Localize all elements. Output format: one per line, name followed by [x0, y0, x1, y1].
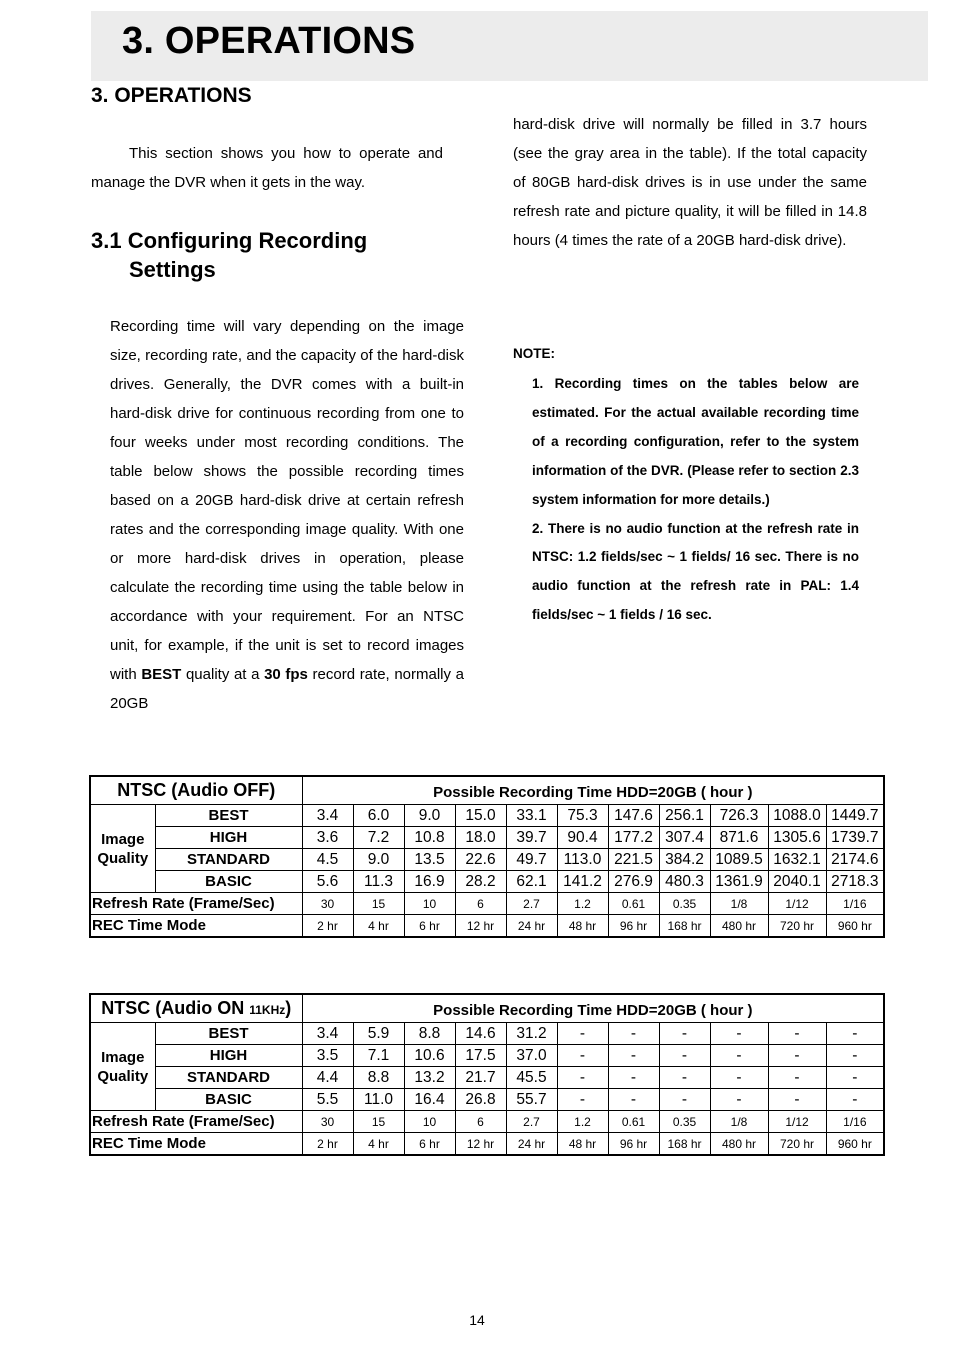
intro-paragraph: This section shows you how to operate and manage the DVR when it gets in the way.: [91, 145, 443, 191]
recording-time-cell: -: [557, 1067, 608, 1089]
rec-time-mode-cell: 96 hr: [608, 915, 659, 938]
refresh-rate-row: [90, 1111, 884, 1133]
rec-time-mode-cell: 48 hr: [557, 1133, 608, 1156]
refresh-rate-cell: 1.2: [557, 893, 608, 915]
recording-time-cell: -: [826, 1067, 884, 1089]
rec-time-mode-cell: 4 hr: [353, 915, 404, 938]
recording-paragraph: [110, 312, 464, 718]
recording-time-cell: 6.0: [353, 805, 404, 827]
recording-time-cell: 1449.7: [826, 805, 884, 827]
table-header-row: [90, 776, 884, 805]
refresh-rate-cell: 1/16: [826, 1111, 884, 1133]
paragraph-bold-fps: 30 fps: [264, 666, 308, 683]
recording-time-cell: 37.0: [506, 1045, 557, 1067]
recording-time-cell: -: [710, 1045, 768, 1067]
recording-time-cell: -: [826, 1089, 884, 1111]
recording-time-cell: 3.4: [302, 1023, 353, 1045]
recording-time-cell: 49.7: [506, 849, 557, 871]
recording-time-cell: 15.0: [455, 805, 506, 827]
recording-time-cell: 1088.0: [768, 805, 826, 827]
recording-time-cell: 1305.6: [768, 827, 826, 849]
recording-time-cell: -: [710, 1089, 768, 1111]
recording-time-cell: -: [557, 1023, 608, 1045]
recording-time-cell: -: [659, 1023, 710, 1045]
recording-time-cell: 7.2: [353, 827, 404, 849]
recording-time-cell: 4.4: [302, 1067, 353, 1089]
rec-time-mode-cell: 2 hr: [302, 1133, 353, 1156]
quality-label: HIGH: [155, 827, 302, 849]
recording-time-cell: 147.6: [608, 805, 659, 827]
refresh-rate-cell: 1/8: [710, 1111, 768, 1133]
recording-time-cell: 45.5: [506, 1067, 557, 1089]
rec-time-mode-row: [90, 1133, 884, 1156]
quality-label: BEST: [155, 1023, 302, 1045]
refresh-rate-cell: 0.61: [608, 1111, 659, 1133]
recording-time-cell: 726.3: [710, 805, 768, 827]
recording-time-cell: 11.0: [353, 1089, 404, 1111]
recording-time-cell: 7.1: [353, 1045, 404, 1067]
recording-time-cell: -: [608, 1023, 659, 1045]
table-row: [90, 1067, 884, 1089]
recording-time-cell: 18.0: [455, 827, 506, 849]
recording-time-cell: -: [710, 1023, 768, 1045]
recording-time-cell: -: [768, 1089, 826, 1111]
recording-time-cell: 4.5: [302, 849, 353, 871]
recording-time-cell: -: [608, 1045, 659, 1067]
refresh-rate-cell: 6: [455, 893, 506, 915]
table-title-khz: 11KHz: [249, 1003, 286, 1017]
refresh-rate-cell: 1/12: [768, 893, 826, 915]
refresh-rate-cell: 1/8: [710, 893, 768, 915]
page-header-title: 3. OPERATIONS: [122, 20, 416, 62]
recording-time-cell: -: [659, 1045, 710, 1067]
refresh-rate-row: [90, 893, 884, 915]
recording-time-cell: 1089.5: [710, 849, 768, 871]
refresh-rate-cell: 0.35: [659, 893, 710, 915]
note-label: NOTE:: [513, 346, 555, 361]
recording-time-cell: 141.2: [557, 871, 608, 893]
table-header: Possible Recording Time HDD=20GB ( hour ): [302, 776, 884, 805]
table-row: [90, 805, 884, 827]
recording-time-cell: 62.1: [506, 871, 557, 893]
recording-time-cell: 113.0: [557, 849, 608, 871]
rec-time-mode-cell: 6 hr: [404, 1133, 455, 1156]
rec-time-mode-cell: 48 hr: [557, 915, 608, 938]
recording-time-cell: 17.5: [455, 1045, 506, 1067]
recording-time-cell: 31.2: [506, 1023, 557, 1045]
recording-time-cell: -: [768, 1067, 826, 1089]
rec-time-mode-cell: 2 hr: [302, 915, 353, 938]
image-quality-label: Image Quality: [90, 805, 155, 893]
refresh-rate-cell: 2.7: [506, 893, 557, 915]
recording-time-cell: 1361.9: [710, 871, 768, 893]
quality-label: STANDARD: [155, 1067, 302, 1089]
recording-time-cell: 10.6: [404, 1045, 455, 1067]
rec-time-mode-label: REC Time Mode: [90, 1133, 302, 1156]
rec-time-mode-cell: 6 hr: [404, 915, 455, 938]
rec-time-mode-cell: 168 hr: [659, 915, 710, 938]
recording-time-cell: 39.7: [506, 827, 557, 849]
table-title-main: NTSC (Audio ON: [101, 998, 250, 1018]
refresh-rate-cell: 1/12: [768, 1111, 826, 1133]
recording-time-cell: -: [826, 1045, 884, 1067]
recording-time-cell: 10.8: [404, 827, 455, 849]
recording-time-cell: 22.6: [455, 849, 506, 871]
recording-time-cell: 2040.1: [768, 871, 826, 893]
refresh-rate-cell: 2.7: [506, 1111, 557, 1133]
rec-time-mode-cell: 12 hr: [455, 1133, 506, 1156]
recording-time-cell: 14.6: [455, 1023, 506, 1045]
recording-time-cell: 9.0: [404, 805, 455, 827]
table-row: [90, 1089, 884, 1111]
refresh-rate-cell: 0.35: [659, 1111, 710, 1133]
recording-time-cell: -: [710, 1067, 768, 1089]
note-list: [532, 370, 859, 630]
recording-time-cell: 256.1: [659, 805, 710, 827]
paragraph-text-2: quality at a: [181, 666, 265, 683]
recording-time-cell: 480.3: [659, 871, 710, 893]
rec-time-mode-label: REC Time Mode: [90, 915, 302, 938]
recording-time-cell: 5.6: [302, 871, 353, 893]
recording-time-cell: 384.2: [659, 849, 710, 871]
recording-paragraph-continued: hard-disk drive will normally be filled in 3.7 hours (see the gray area in the table). If the total capacity of 80GB hard-disk drives is in use under the same refresh rate and picture quality, it will be filled in 14.8 hours (4 times the rate of a 20GB hard-disk drive).: [513, 116, 867, 249]
quality-label: HIGH: [155, 1045, 302, 1067]
subsection-title: [91, 226, 367, 284]
recording-time-cell: -: [659, 1089, 710, 1111]
recording-time-cell: 8.8: [353, 1067, 404, 1089]
recording-time-cell: 26.8: [455, 1089, 506, 1111]
recording-time-cell: 5.9: [353, 1023, 404, 1045]
table-header-row: [90, 994, 884, 1023]
rec-time-mode-cell: 168 hr: [659, 1133, 710, 1156]
recording-time-cell: -: [608, 1067, 659, 1089]
recording-time-cell: 13.2: [404, 1067, 455, 1089]
table-row: [90, 871, 884, 893]
recording-time-cell: 1632.1: [768, 849, 826, 871]
recording-time-cell: 9.0: [353, 849, 404, 871]
recording-time-cell: 5.5: [302, 1089, 353, 1111]
note-item-1: 1. Recording times on the tables below are estimated. For the actual available recording time of a recording configuration, refer to the system information of the DVR. (Please refer to section 2.3 system information for more details.): [532, 376, 859, 507]
recording-time-cell: 3.5: [302, 1045, 353, 1067]
recording-time-cell: 2174.6: [826, 849, 884, 871]
recording-time-cell: 16.4: [404, 1089, 455, 1111]
recording-time-cell: 21.7: [455, 1067, 506, 1089]
recording-time-cell: 307.4: [659, 827, 710, 849]
refresh-rate-label: Refresh Rate (Frame/Sec): [90, 1111, 302, 1133]
table-row: [90, 849, 884, 871]
recording-time-cell: 2718.3: [826, 871, 884, 893]
recording-time-cell: -: [557, 1089, 608, 1111]
rec-time-mode-cell: 720 hr: [768, 1133, 826, 1156]
recording-time-cell: 28.2: [455, 871, 506, 893]
table-row: [90, 1045, 884, 1067]
refresh-rate-cell: 10: [404, 1111, 455, 1133]
recording-time-cell: 11.3: [353, 871, 404, 893]
recording-time-cell: 177.2: [608, 827, 659, 849]
paragraph-text-3: record rate, normally a 20GB: [110, 666, 464, 712]
rec-time-mode-cell: 12 hr: [455, 915, 506, 938]
recording-time-cell: -: [608, 1089, 659, 1111]
refresh-rate-cell: 10: [404, 893, 455, 915]
table-title-end: ): [285, 998, 292, 1018]
refresh-rate-cell: 30: [302, 893, 353, 915]
recording-time-cell: -: [768, 1045, 826, 1067]
refresh-rate-label: Refresh Rate (Frame/Sec): [90, 893, 302, 915]
recording-time-cell: 16.9: [404, 871, 455, 893]
rec-time-mode-cell: 24 hr: [506, 915, 557, 938]
refresh-rate-cell: 30: [302, 1111, 353, 1133]
quality-label: BEST: [155, 805, 302, 827]
recording-time-cell: 1739.7: [826, 827, 884, 849]
recording-time-cell: -: [826, 1023, 884, 1045]
table-row: [90, 827, 884, 849]
recording-time-cell: 8.8: [404, 1023, 455, 1045]
recording-time-cell: 871.6: [710, 827, 768, 849]
table-row: [90, 1023, 884, 1045]
recording-time-cell: 75.3: [557, 805, 608, 827]
subsection-title-line2: Settings: [129, 257, 216, 282]
table-title: [90, 994, 302, 1023]
quality-label: BASIC: [155, 1089, 302, 1111]
refresh-rate-cell: 15: [353, 893, 404, 915]
rec-time-mode-cell: 960 hr: [826, 1133, 884, 1156]
rec-time-mode-cell: 720 hr: [768, 915, 826, 938]
recording-time-cell: 55.7: [506, 1089, 557, 1111]
recording-time-cell: 3.4: [302, 805, 353, 827]
rec-time-mode-cell: 24 hr: [506, 1133, 557, 1156]
paragraph-bold-best: BEST: [141, 666, 182, 683]
subsection-title-line1: 3.1 Configuring Recording: [91, 228, 368, 253]
paragraph-text-1: Recording time will vary depending on the image size, recording rate, and the capacity of the hard-disk drives. Generally, the DVR comes with a built-in hard-disk drive for continuous recording from one to four weeks under most recording conditions. The table below shows the possible recording times based on a 20GB hard-disk drive at certain refresh rates and the corresponding image quality. With one or more hard-disk drives in operation, please calculate the recording time using the table below in accordance with your requirement. For an NTSC unit, for example, if the unit is set to record images with: [110, 318, 464, 683]
refresh-rate-cell: 1.2: [557, 1111, 608, 1133]
section-title: 3. OPERATIONS: [91, 84, 252, 107]
recording-time-cell: 33.1: [506, 805, 557, 827]
refresh-rate-cell: 15: [353, 1111, 404, 1133]
recording-time-cell: 3.6: [302, 827, 353, 849]
image-quality-label: Image Quality: [90, 1023, 155, 1111]
rec-time-mode-row: [90, 915, 884, 938]
refresh-rate-cell: 1/16: [826, 893, 884, 915]
refresh-rate-cell: 6: [455, 1111, 506, 1133]
recording-time-table-audio-off: [89, 775, 885, 938]
recording-time-cell: -: [768, 1023, 826, 1045]
table-title: NTSC (Audio OFF): [90, 776, 302, 805]
recording-time-table-audio-on: [89, 993, 885, 1156]
rec-time-mode-cell: 4 hr: [353, 1133, 404, 1156]
recording-time-cell: -: [557, 1045, 608, 1067]
recording-time-cell: 90.4: [557, 827, 608, 849]
page-number: 14: [469, 1312, 485, 1328]
recording-time-cell: 13.5: [404, 849, 455, 871]
recording-time-cell: 276.9: [608, 871, 659, 893]
table-header: Possible Recording Time HDD=20GB ( hour ): [302, 994, 884, 1023]
recording-time-cell: -: [659, 1067, 710, 1089]
rec-time-mode-cell: 960 hr: [826, 915, 884, 938]
rec-time-mode-cell: 480 hr: [710, 915, 768, 938]
note-item-2: 2. There is no audio function at the refresh rate in NTSC: 1.2 fields/sec ~ 1 fields/ 16 sec. There is no audio function at the refresh rate in PAL: 1.4 fields/sec ~ 1 fields / 16 sec.: [532, 520, 859, 623]
quality-label: STANDARD: [155, 849, 302, 871]
rec-time-mode-cell: 96 hr: [608, 1133, 659, 1156]
recording-time-cell: 221.5: [608, 849, 659, 871]
refresh-rate-cell: 0.61: [608, 893, 659, 915]
rec-time-mode-cell: 480 hr: [710, 1133, 768, 1156]
quality-label: BASIC: [155, 871, 302, 893]
